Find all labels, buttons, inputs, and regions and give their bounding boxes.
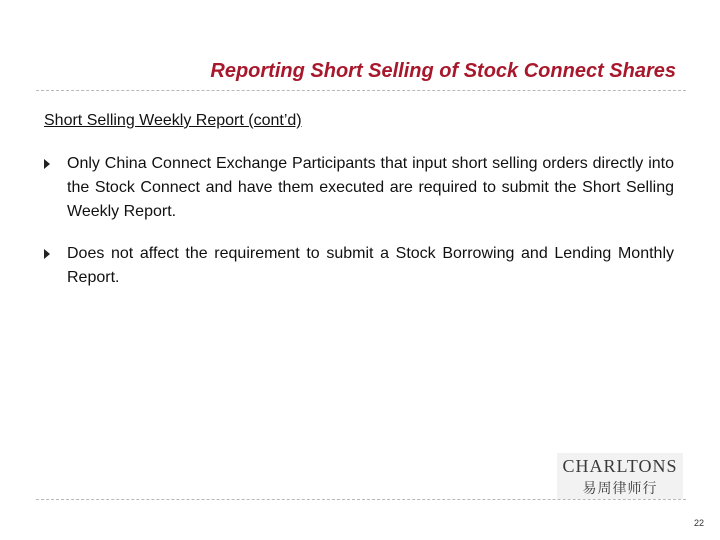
triangle-right-icon <box>44 249 50 259</box>
bottom-divider <box>36 499 686 500</box>
logo-name-zh: 易周律师行 <box>582 481 658 497</box>
bullet-text: Does not affect the requirement to submit a Stock Borrowing and Lending Monthly Report. <box>67 245 674 286</box>
charltons-logo <box>557 453 683 499</box>
bullet-item <box>44 152 674 224</box>
bullet-item <box>44 242 674 290</box>
page-number: 22 <box>693 518 704 528</box>
bullet-list <box>44 152 674 308</box>
slide-title: Reporting Short Selling of Stock Connect Shares <box>210 60 676 82</box>
section-subtitle: Short Selling Weekly Report (cont’d) <box>44 112 302 129</box>
top-divider <box>36 90 686 91</box>
logo-name-en: CHARLTONS <box>562 456 678 476</box>
triangle-right-icon <box>44 159 50 169</box>
bullet-text: Only China Connect Exchange Participants that input short selling orders directly into the Stock Connect and have them executed are required to submit the Short Selling Weekly Report. <box>67 155 674 220</box>
